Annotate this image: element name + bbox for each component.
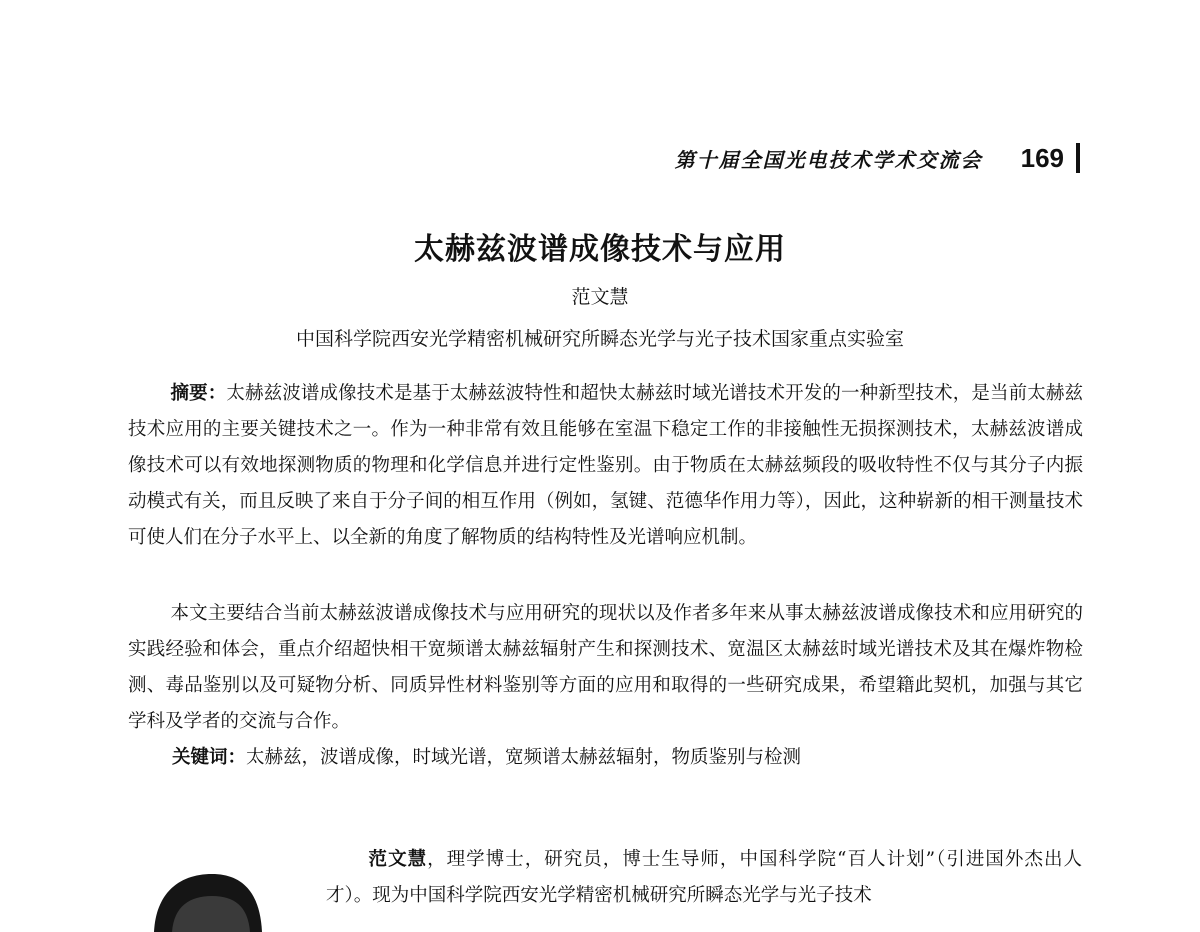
page-number: 169 [1020,142,1064,173]
author-bio [326,842,1082,914]
abstract-text: 太赫兹波谱成像技术是基于太赫兹波特性和超快太赫兹时域光谱技术开发的一种新型技术，是当前太赫兹技术应用的主要关键技术之一。作为一种非常有效且能够在室温下稳定工作的非接触性无损探测技术，太赫兹波谱成像技术可以有效地探测物质的物理和化学信息并进行定性鉴别。由于物质在太赫兹频段的吸收特性不仅与其分子内振动模式有关，而且反映了来自于分子间的相互作用（例如，氢键、范德华作用力等），因此，这种崭新的相干测量技术可使人们在分子水平上、以全新的角度了解物质的结构特性及光谱响应机制。 [128,383,1083,548]
abstract-paragraph [128,376,1083,556]
keywords-text: 太赫兹，波谱成像，时域光谱，宽频谱太赫兹辐射，物质鉴别与检测 [246,747,802,768]
header-divider [1076,143,1080,173]
bio-author-name: 范文慧 [368,849,428,870]
abstract-paragraph-2: 本文主要结合当前太赫兹波谱成像技术与应用研究的现状以及作者多年来从事太赫兹波谱成像技术和应用研究的实践经验和体会，重点介绍超快相干宽频谱太赫兹辐射产生和探测技术、宽温区太赫兹时域光谱技术及其在爆炸物检测、毒品鉴别以及可疑物分析、同质异性材料鉴别等方面的应用和取得的一些研究成果，希望籍此契机，加强与其它学科及学者的交流与合作。 [128,603,1083,732]
paper-affiliation: 中国科学院西安光学精密机械研究所瞬态光学与光子技术国家重点实验室 [295,328,904,350]
bio-text: ，理学博士，研究员，博士生导师，中国科学院“百人计划”（引进国外杰出人才）。现为中国科学院西安光学精密机械研究所瞬态光学与光子技术 [326,849,1082,906]
running-header [600,138,1080,178]
keywords-line [172,740,1092,776]
author-photo [132,862,282,932]
paper-author: 范文慧 [571,286,629,308]
keywords-label: 关键词： [172,747,247,768]
conference-name: 第十届全国光电技术学术交流会 [674,147,983,172]
abstract-label: 摘要： [170,383,227,404]
paper-title: 太赫兹波谱成像技术与应用 [414,232,786,267]
